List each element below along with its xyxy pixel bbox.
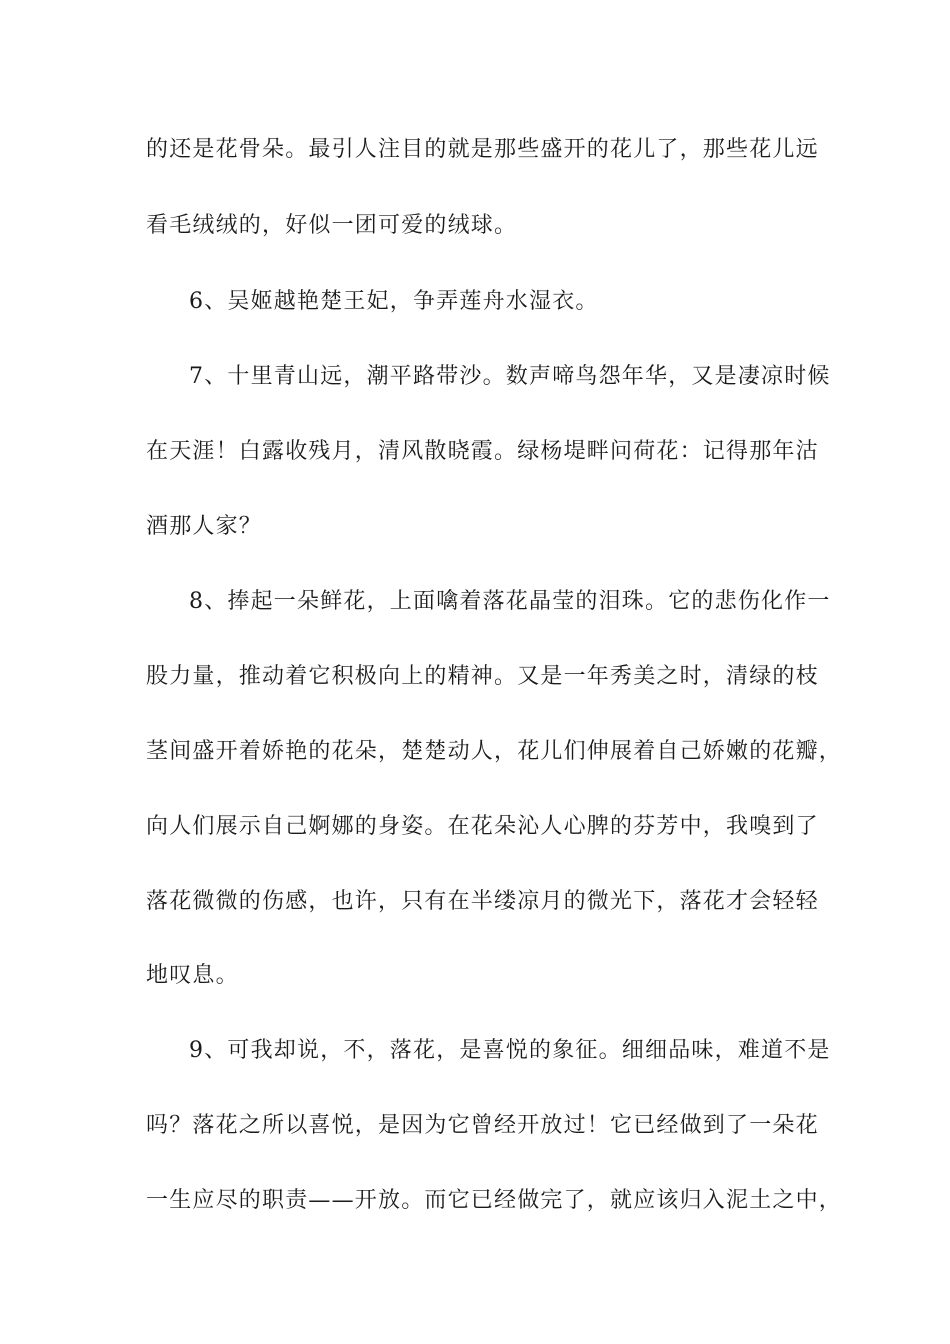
text-line: 酒那人家？ xyxy=(146,514,263,539)
text-line: 向人们展示自己婀娜的身姿。在花朵沁人心脾的芬芳中，我嗅到了 xyxy=(146,814,819,839)
text-line: 在天涯！白露收残月，清风散晓霞。绿杨堤畔问荷花：记得那年沽 xyxy=(146,439,819,464)
paragraph-8: 8、捧起一朵鲜花，上面噙着落花晶莹的泪珠。它的悲伤化作一 xyxy=(189,589,831,614)
text-line: 茎间盛开着娇艳的花朵，楚楚动人，花儿们伸展着自己娇嫩的花瓣， xyxy=(146,739,843,764)
text-line: 一生应尽的职责——开放。而它已经做完了，就应该归入泥土之中， xyxy=(146,1188,843,1213)
text-line: 股力量，推动着它积极向上的精神。又是一年秀美之时，清绿的枝 xyxy=(146,664,819,689)
text-line: 看毛绒绒的，好似一团可爱的绒球。 xyxy=(146,213,518,238)
text-line: 地叹息。 xyxy=(146,963,239,988)
paragraph-9: 9、可我却说，不，落花，是喜悦的象征。细细品味，难道不是 xyxy=(189,1038,831,1063)
text-line: 的还是花骨朵。最引人注目的就是那些盛开的花儿了，那些花儿远 xyxy=(146,137,819,162)
text-line: 吗？落花之所以喜悦，是因为它曾经开放过！它已经做到了一朵花 xyxy=(146,1113,819,1138)
text-line: 落花微微的伤感，也许，只有在半缕凉月的微光下，落花才会轻轻 xyxy=(146,889,819,914)
paragraph-6: 6、吴姬越艳楚王妃，争弄莲舟水湿衣。 xyxy=(189,289,599,314)
paragraph-7: 7、十里青山远，潮平路带沙。数声啼鸟怨年华，又是凄凉时候 xyxy=(189,364,831,389)
